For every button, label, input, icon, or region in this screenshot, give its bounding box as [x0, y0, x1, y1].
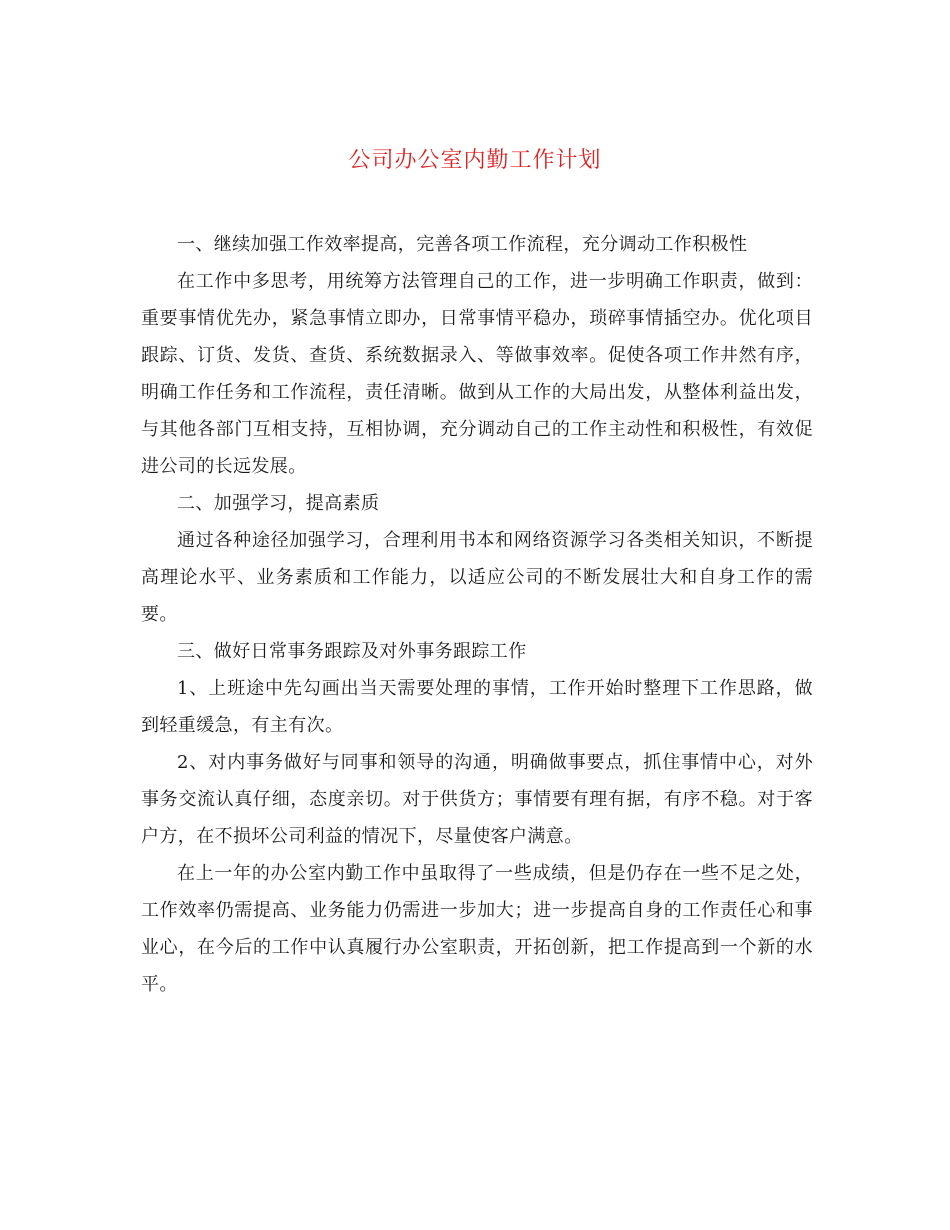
- section-heading-2: 二、加强学习，提高素质: [177, 493, 380, 514]
- section-heading-3: 三、做好日常事务跟踪及对外事务跟踪工作: [177, 641, 527, 662]
- document-body: [141, 226, 813, 1003]
- paragraph-item-1: 1、上班途中先勾画出当天需要处理的事情，工作开始时整理下工作思路，做到轻重缓急，有主有次。: [141, 678, 813, 736]
- paragraph-work-efficiency: 在工作中多思考，用统筹方法管理自己的工作，进一步明确工作职责，做到：重要事情优先办，紧急事情立即办，日常事情平稳办，琐碎事情插空办。优化项目跟踪、订货、发货、查货、系统数据录入、等做事效率。促使各项工作井然有序，明确工作任务和工作流程，责任清晰。做到从工作的大局出发，从整体利益出发，与其他各部门互相支持，互相协调，充分调动自己的工作主动性和积极性，有效促进公司的长远发展。: [141, 271, 813, 477]
- paragraph-conclusion: 在上一年的办公室内勤工作中虽取得了一些成绩，但是仍存在一些不足之处，工作效率仍需提高、业务能力仍需进一步加大；进一步提高自身的工作责任心和事业心，在今后的工作中认真履行办公室职责，开拓创新，把工作提高到一个新的水平。: [141, 863, 813, 995]
- section-heading-1: 一、继续加强工作效率提高，完善各项工作流程，充分调动工作积极性: [177, 234, 748, 255]
- paragraph-learning: 通过各种途径加强学习，合理利用书本和网络资源学习各类相关知识，不断提高理论水平、业务素质和工作能力，以适应公司的不断发展壮大和自身工作的需要。: [141, 530, 813, 625]
- document-title: 公司办公室内勤工作计划: [348, 148, 602, 173]
- paragraph-item-2: 2、对内事务做好与同事和领导的沟通，明确做事要点，抓住事情中心，对外事务交流认真仔细，态度亲切。对于供货方；事情要有理有据，有序不稳。对于客户方，在不损坏公司利益的情况下，尽量使客户满意。: [141, 752, 813, 847]
